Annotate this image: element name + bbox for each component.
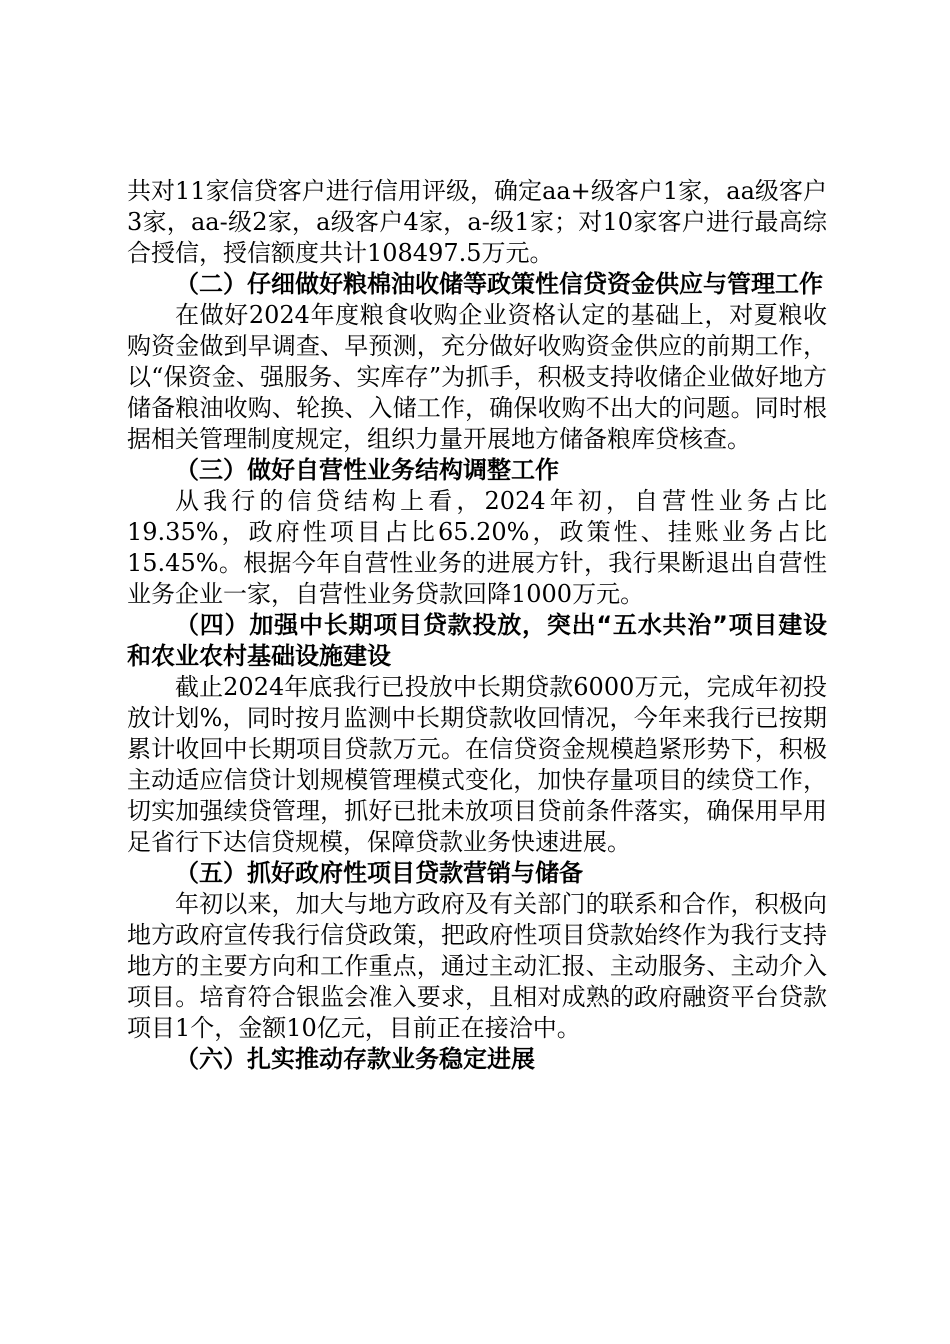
heading-section-2: （二）仔细做好粮棉油收储等政策性信贷资金供应与管理工作	[175, 270, 823, 298]
heading-section-5: （五）抓好政府性项目贷款营销与储备	[175, 859, 583, 887]
heading-section-3: （三）做好自营性业务结构调整工作	[175, 456, 559, 484]
paragraph-credit-structure: 从我行的信贷结构上看，2024年初，自营性业务占比19.35%，政府性项目占比65.20%，政策性、挂账业务占比15.45%。根据今年自营性业务的进展方针，我行果断退出自营性业务企业一家，自营性业务贷款回降1000万元。	[127, 487, 827, 608]
document-page	[127, 176, 827, 1075]
paragraph-long-term-loans: 截止2024年底我行已投放中长期贷款6000万元，完成年初投放计划%，同时按月监测中长期贷款收回情况，今年来我行已按期累计收回中长期项目贷款万元。在信贷资金规模趋紧形势下，积极主动适应信贷计划规模管理模式变化，加快存量项目的续贷工作，切实加强续贷管理，抓好已批未放项目贷前条件落实，确保用早用足省行下达信贷规模，保障贷款业务快速进展。	[127, 673, 827, 856]
heading-section-4: （四）加强中长期项目贷款投放，突出“五水共治”项目建设和农业农村基础设施建设	[127, 611, 827, 670]
paragraph-government-projects: 年初以来，加大与地方政府及有关部门的联系和合作，积极向地方政府宣传我行信贷政策，把政府性项目贷款始终作为我行支持地方的主要方向和工作重点，通过主动汇报、主动服务、主动介入项目。培育符合银监会准入要求，且相对成熟的政府融资平台贷款项目1个，金额10亿元，目前正在接洽中。	[127, 890, 827, 1042]
paragraph-credit-rating: 共对11家信贷客户进行信用评级，确定aa+级客户1家，aa级客户3家，aa-级2家，a级客户4家，a-级1家；对10家客户进行最高综合授信，授信额度共计108497.5万元。	[127, 177, 827, 267]
paragraph-grain-funding: 在做好2024年度粮食收购企业资格认定的基础上，对夏粮收购资金做到早调查、早预测，充分做好收购资金供应的前期工作，以“保资金、强服务、实库存”为抓手，积极支持收储企业做好地方储备粮油收购、轮换、入储工作，确保收购不出大的问题。同时根据相关管理制度规定，组织力量开展地方储备粮库贷核查。	[127, 301, 827, 453]
heading-section-6: （六）扎实推动存款业务稳定进展	[175, 1045, 535, 1073]
